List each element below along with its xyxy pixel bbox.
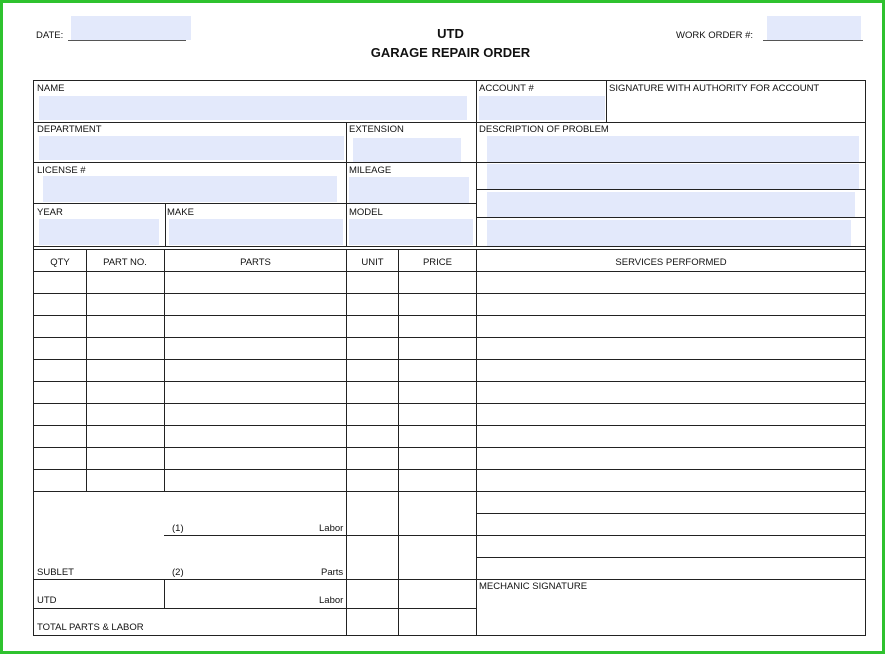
grid-line [33,162,476,163]
table-row-line [33,293,866,294]
totals-col-line [164,579,165,608]
grid-line [476,80,477,247]
work-order-input[interactable] [767,16,861,40]
table-row-line [33,447,866,448]
totals-line [33,608,476,609]
grid-line [606,80,607,122]
make-input[interactable] [169,219,343,245]
table-col-line [398,249,399,636]
services-line [476,535,866,536]
grid-line [33,122,866,123]
table-row-line [33,337,866,338]
table-row-line [33,469,866,470]
totals-line [33,579,866,580]
grid-line [165,203,166,246]
work-order-label: WORK ORDER #: [676,30,754,41]
description-label: DESCRIPTION OF PROBLEM [479,124,609,135]
table-top-line [33,249,866,250]
extension-label: EXTENSION [349,124,404,135]
mileage-label: MILEAGE [349,165,392,176]
mileage-input[interactable] [349,177,469,203]
table-col-line [346,249,347,636]
table-col-line [86,249,87,491]
grid-line [476,217,866,218]
col-qty: QTY [50,257,70,268]
description-line-1[interactable] [487,136,859,162]
year-label: YEAR [37,207,63,218]
col-price: PRICE [422,257,453,268]
department-label: DEPARTMENT [37,124,102,135]
name-input[interactable] [39,96,467,120]
labor-index: (1) [172,523,184,534]
col-unit: UNIT [361,257,384,268]
table-col-line [476,249,477,636]
grid-line [346,122,347,246]
grid-line [476,162,866,163]
table-col-line [164,249,165,491]
labor2-label: Labor [319,595,344,606]
form-title: GARAGE REPAIR ORDER [370,45,531,60]
services-line [476,513,866,514]
org-title: UTD [437,26,464,41]
table-row-line [33,425,866,426]
totals-line [164,535,476,536]
grid-line [476,189,866,190]
parts-index: (2) [172,567,184,578]
right-border [865,80,866,636]
license-input[interactable] [43,176,337,202]
signature-authority-label: SIGNATURE WITH AUTHORITY FOR ACCOUNT [609,83,820,94]
model-label: MODEL [349,207,383,218]
date-input[interactable] [71,16,191,40]
labor-label: Labor [319,523,344,534]
col-services: SERVICES PERFORMED [615,257,727,268]
grid-line [33,203,476,204]
col-part-no: PART NO. [103,257,147,268]
model-input[interactable] [349,219,473,245]
extension-input[interactable] [353,138,461,162]
table-row-line [33,381,866,382]
description-line-4[interactable] [487,220,851,246]
date-underline [68,40,186,41]
date-label: DATE: [36,30,64,41]
license-label: LICENSE # [37,165,86,176]
description-line-3[interactable] [487,192,855,218]
mechanic-signature-label: MECHANIC SIGNATURE [479,581,588,592]
utd-label: UTD [37,595,57,606]
bottom-border [33,635,866,636]
top-border [33,80,866,81]
sublet-label: SUBLET [37,567,74,578]
grid-line [33,246,866,247]
table-row-line [33,315,866,316]
left-border [33,80,34,636]
table-header-bottom [33,271,866,272]
make-label: MAKE [167,207,194,218]
name-label: NAME [37,83,65,94]
work-order-underline [763,40,863,41]
department-input[interactable] [39,136,344,160]
parts-label: Parts [321,567,344,578]
description-line-2[interactable] [487,164,859,190]
table-row-line [33,491,866,492]
col-parts: PARTS [240,257,271,268]
table-row-line [33,403,866,404]
account-label: ACCOUNT # [479,83,534,94]
total-parts-labor-label: TOTAL PARTS & LABOR [37,622,144,633]
services-line [476,557,866,558]
account-input[interactable] [479,96,605,120]
year-input[interactable] [39,219,159,245]
table-row-line [33,359,866,360]
